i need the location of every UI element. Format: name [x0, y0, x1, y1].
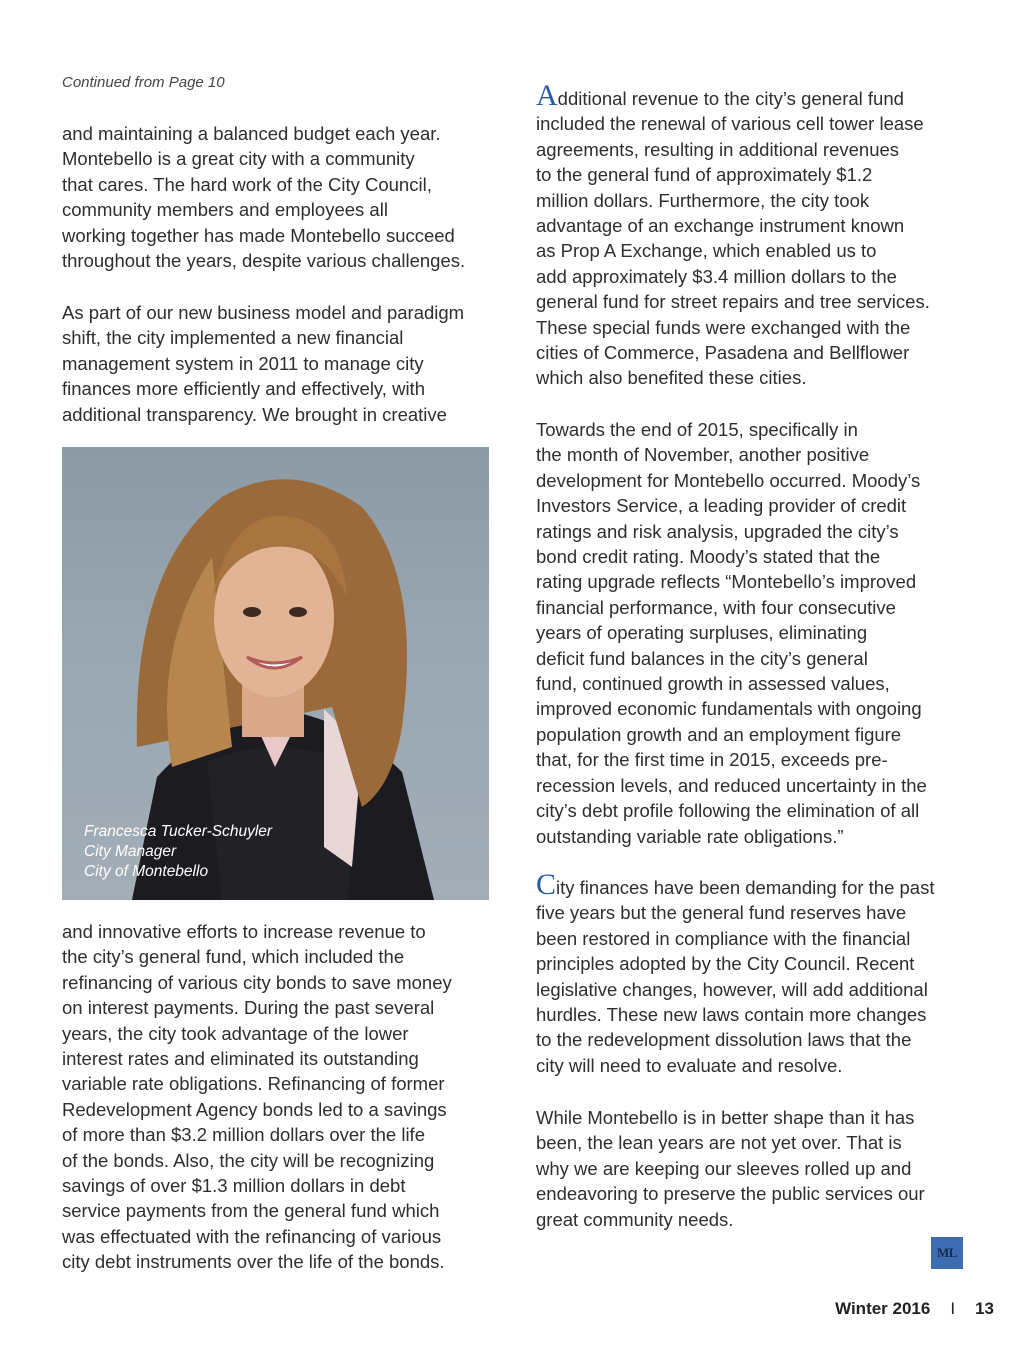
text-line: Investors Service, a leading provider of credit [536, 495, 907, 517]
text-line: While Montebello is in better shape than it has [536, 1107, 915, 1128]
text-line: to the redevelopment dissolution laws that the [536, 1029, 912, 1051]
text-line: great community needs. [536, 1208, 734, 1230]
text-line: endeavoring to preserve the public services our [536, 1183, 925, 1205]
text-line: general fund for street repairs and tree services. [536, 291, 930, 313]
text-line: city will need to evaluate and resolve. [536, 1054, 843, 1076]
footer-separator: I [950, 1299, 956, 1318]
text-line: and maintaining a balanced budget each year. [62, 123, 441, 144]
text-line: was effectuated with the refinancing of various [62, 1225, 442, 1247]
left-paragraph-1 [62, 121, 465, 273]
continued-from-note: Continued from Page 10 [62, 74, 225, 91]
text-line: the month of November, another positive [536, 444, 870, 466]
text-line: the city’s general fund, which included the [62, 946, 405, 968]
text-line: legislative changes, however, will add additional [536, 978, 928, 1000]
text-line: improved economic fundamentals with ongoing [536, 698, 922, 720]
right-paragraph-3 [536, 868, 935, 1078]
text-line: service payments from the general fund which [62, 1200, 440, 1222]
text-line: community members and employees all [62, 199, 388, 221]
caption-organization: City of Montebello [84, 863, 209, 880]
right-paragraph-1-first-line [536, 79, 930, 112]
right-paragraph-1-body [536, 111, 930, 390]
page-footer [835, 1299, 994, 1319]
text-line: years of operating surpluses, eliminating [536, 622, 868, 644]
drop-cap-a: A [536, 79, 558, 112]
text-line: to the general fund of approximately $1.2 [536, 164, 873, 186]
text-line: deficit fund balances in the city’s general [536, 647, 868, 669]
text-line: that cares. The hard work of the City Council, [62, 173, 432, 195]
text-line: which also benefited these cities. [536, 367, 807, 389]
text-line: five years but the general fund reserves have [536, 902, 907, 924]
text-line: ratings and risk analysis, upgraded the city’s [536, 520, 899, 542]
text-line: been restored in compliance with the financial [536, 927, 911, 949]
text-line: finances more efficiently and effectively, with [62, 378, 425, 400]
text-line: why we are keeping our sleeves rolled up and [536, 1157, 912, 1179]
text-line: advantage of an exchange instrument known [536, 215, 905, 237]
text-line: shift, the city implemented a new financial [62, 327, 404, 349]
right-paragraph-4 [536, 1105, 925, 1232]
text-line: Redevelopment Agency bonds led to a savings [62, 1098, 447, 1120]
text-line: of the bonds. Also, the city will be recognizing [62, 1149, 435, 1171]
right-paragraph-1 [536, 79, 930, 391]
text-line: of more than $3.2 million dollars over the life [62, 1124, 425, 1146]
text-line: These special funds were exchanged with the [536, 316, 911, 338]
text-line: years, the city took advantage of the lower [62, 1022, 409, 1044]
text-line: that, for the first time in 2015, exceeds pre- [536, 749, 888, 771]
right-paragraph-2 [536, 417, 927, 849]
ml-logo-badge: ML [931, 1237, 963, 1269]
city-manager-portrait [62, 447, 489, 900]
text-line: dditional revenue to the city’s general fund [557, 88, 904, 109]
photo-caption [84, 822, 272, 882]
text-line: city’s debt profile following the elimination of all [536, 800, 920, 822]
text-line: city debt instruments over the life of the bonds. [62, 1251, 445, 1273]
text-line: add approximately $3.4 million dollars to the [536, 265, 897, 287]
text-line: variable rate obligations. Refinancing of former [62, 1073, 445, 1095]
text-line: and innovative efforts to increase revenue to [62, 921, 426, 942]
text-line: As part of our new business model and paradigm [62, 302, 465, 323]
text-line: principles adopted by the City Council. Recent [536, 953, 915, 975]
text-line: population growth and an employment figure [536, 723, 902, 745]
text-line: on interest payments. During the past several [62, 997, 435, 1019]
text-line: been, the lean years are not yet over. That is [536, 1132, 902, 1154]
text-line: included the renewal of various cell tower lease [536, 113, 924, 135]
text-line: rating upgrade reflects “Montebello’s improved [536, 571, 917, 593]
text-line: ity finances have been demanding for the past [556, 877, 935, 898]
text-line: refinancing of various city bonds to save money [62, 971, 452, 993]
text-line: savings of over $1.3 million dollars in debt [62, 1175, 406, 1197]
text-line: Towards the end of 2015, specifically in [536, 419, 858, 440]
caption-title: City Manager [84, 843, 177, 860]
text-line: working together has made Montebello succeed [62, 224, 455, 246]
text-line: financial performance, with four consecutive [536, 596, 896, 618]
page-number: 13 [975, 1299, 994, 1318]
text-line: fund, continued growth in assessed values, [536, 673, 890, 695]
left-paragraph-2 [62, 300, 464, 427]
right-paragraph-3-body [536, 900, 935, 1078]
text-line: Montebello is a great city with a community [62, 148, 415, 170]
text-line: outstanding variable rate obligations.” [536, 825, 844, 847]
left-paragraph-3 [62, 919, 452, 1275]
text-line: interest rates and eliminated its outstanding [62, 1048, 419, 1070]
text-line: million dollars. Furthermore, the city took [536, 189, 870, 211]
text-line: management system in 2011 to manage city [62, 352, 424, 374]
text-line: development for Montebello occurred. Moody’s [536, 469, 921, 491]
text-line: throughout the years, despite various challenges. [62, 250, 466, 272]
text-line: agreements, resulting in additional revenues [536, 138, 900, 160]
right-paragraph-3-first-line [536, 868, 935, 901]
text-line: as Prop A Exchange, which enabled us to [536, 240, 877, 262]
issue-label: Winter 2016 [835, 1299, 931, 1318]
text-line: bond credit rating. Moody’s stated that the [536, 546, 881, 568]
caption-name: Francesca Tucker-Schuyler [84, 823, 273, 840]
text-line: recession levels, and reduced uncertainty in the [536, 774, 927, 796]
drop-cap-c: C [536, 868, 557, 901]
text-line: hurdles. These new laws contain more changes [536, 1004, 927, 1026]
text-line: cities of Commerce, Pasadena and Bellflower [536, 342, 910, 364]
text-line: additional transparency. We brought in creative [62, 403, 447, 425]
